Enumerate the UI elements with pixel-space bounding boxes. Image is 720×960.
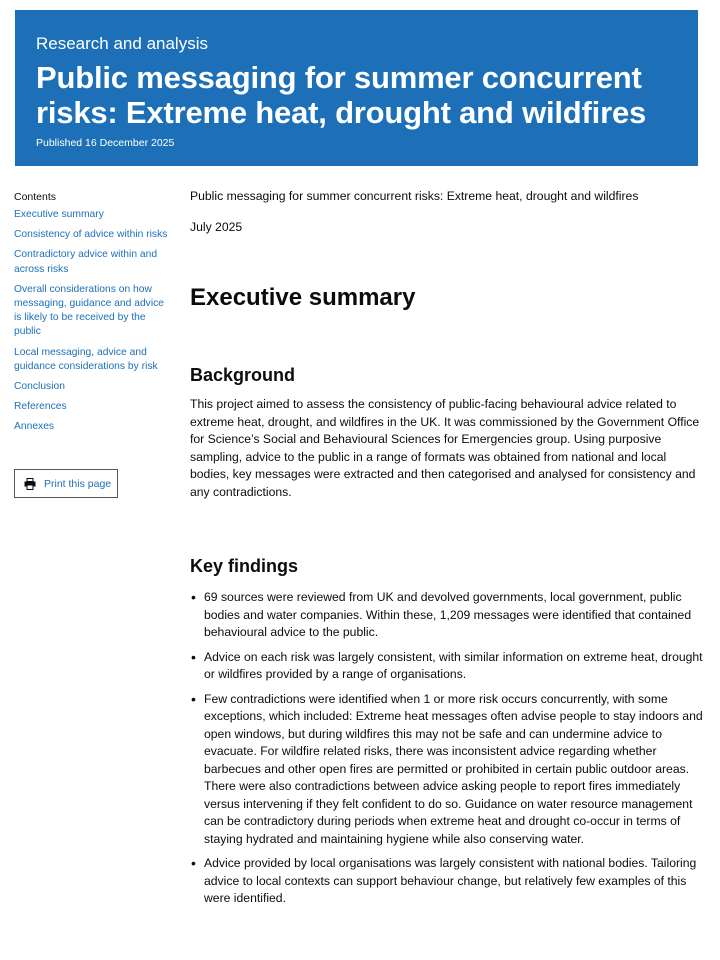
contents-link-references[interactable]: References [14, 401, 67, 413]
page-header-banner [15, 10, 698, 166]
contents-link-overall-considerations[interactable]: Overall considerations on how messaging, guidance and advice is likely to be received by the public [14, 283, 164, 338]
contents-link-consistency[interactable]: Consistency of advice within risks [14, 229, 168, 241]
published-date: Published 16 December 2025 [36, 137, 175, 149]
background-heading: Background [190, 365, 296, 385]
contents-link-local-messaging[interactable]: Local messaging, advice and guidance considerations by risk [14, 346, 158, 372]
document-date: July 2025 [190, 220, 243, 234]
print-page-label: Print this page [44, 477, 112, 490]
contents-list [14, 208, 174, 435]
list-item: • Advice on each risk was largely consistent, with similar information on extreme heat, drought or wildfires provided by a range of organisations. [190, 649, 705, 684]
contents-link-annexes[interactable]: Annexes [14, 421, 55, 433]
executive-summary-heading: Executive summary [190, 284, 416, 311]
print-page-button[interactable] [14, 469, 118, 498]
contents-link-contradictory-advice[interactable]: Contradictory advice within and across risks [14, 249, 158, 275]
document-type-label: Research and analysis [36, 34, 208, 53]
list-item: • 69 sources were reviewed from UK and devolved governments, local government, public bodies and water companies. Within these, 1,209 messages were identified that contained behavioural advice to the public. [190, 589, 705, 642]
main-content [190, 188, 705, 915]
key-findings-heading: Key findings [190, 556, 299, 576]
key-findings-list [190, 589, 705, 908]
document-title: Public messaging for summer concurrent risks: Extreme heat, drought and wildfires [190, 189, 639, 203]
contents-link-conclusion[interactable]: Conclusion [14, 381, 65, 393]
contents-link-executive-summary[interactable]: Executive summary [14, 209, 104, 220]
page-title: Public messaging for summer concurrent risks: Extreme heat, drought and wildfires [36, 60, 647, 130]
background-paragraph: This project aimed to assess the consistency of public-facing behavioural advice related to extreme heat, drought, and wildfires in the UK. It was commissioned by the Government Office for Science’s Social and Behavioural Sciences for Emergencies group. Using purposive sampling, advice to the public in a range of formats was obtained from national and local bodies, key messages were extracted and then categorised and analysed for consistency and any contradictions. [190, 397, 700, 499]
printer-icon [24, 478, 36, 490]
list-item: • Few contradictions were identified when 1 or more risk occurs concurrently, with some exceptions, which included: Extreme heat messages often advise people to stay indoors and open windows, but during wildfires this may not be safe and can undermine advice to evacuate. For wildfire related risks, there was inconsistent advice regarding whether barbecues and other open fires are permitted or prohibited in certain public outdoor areas. There were also contradictions between advice asking people to report fires immediately versus intervening if they felt confident to do so. Guidance on water resource management can be contradictory during periods when extreme heat and drought co-occur in terms of staying hydrated and maintaining hygiene while also conserving water. [190, 691, 705, 849]
contents-sidebar [14, 191, 174, 490]
contents-heading: Contents [14, 191, 57, 203]
list-item: • Advice provided by local organisations was largely consistent with national bodies. Tailoring advice to local contexts can support behaviour change, but relatively few examples of this were identified. [190, 855, 705, 908]
